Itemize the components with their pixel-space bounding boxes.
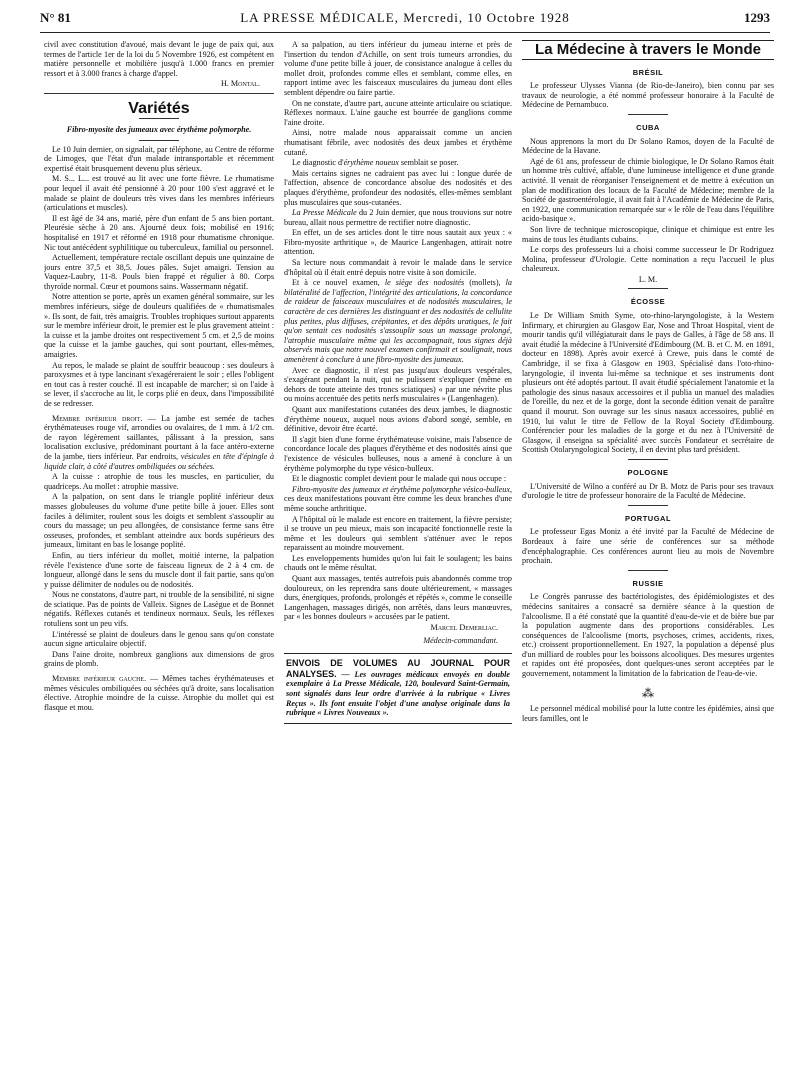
divider-short (628, 570, 668, 571)
text: Et à ce nouvel examen, (292, 278, 385, 288)
paragraph: L'intéressé se plaint de douleurs dans le genou sans qu'on constate aucun signe articulaire objectif. (44, 629, 274, 649)
paragraph: Nous ne constatons, d'autre part, ni trouble de la sensibilité, ni signe de sciatique. Pas de points de Valleix. Signes de Lasègue et de Bonnet négatifs. Réflexes cutanés et tendineux normaux. Seuls, les réflexes rotuliens sont un peu vifs. (44, 590, 274, 629)
paragraph: Notre attention se porte, après un examen général sommaire, sur les membres inférieurs, siège de douleurs qualifiées de « rhumatismales ». Ils sont, de fait, très amaigris. Troubles trophiques surtout apparents sur le membre inférieur droit, le premier est le plus gravement atteint : la cuisse et la jambe droites ont respectivement 5 cm. et 2,5 de moins que la cuisse et la jambe gauches, qui sont pourtant, elles-mêmes, amaigries. (44, 292, 274, 360)
paragraph-gauche (44, 674, 274, 712)
paragraph: Le Congrès panrusse des bactériologistes, des épidémiologistes et des médecins sanitaires a consacré sa dernière séance à la question de l'alcoolisme. Il a été constaté que la quantité d'eau-de-vie et de bière bue par la population augmente dans des proportions considérables. Les conséquences de l'alcoolisme (morts, psychoses, crimes, accidents, rixes, etc.) croissent proportionnellement. En 1927, la population a dépensé plus d'un milliard de roubles pour les boissons alcooliques. Des mesures urgentes et rapides ont été proposées, dont quelques-unes seront acceptées par le gouvernement, notamment la limitation de la fabrication de l'eau-de-vie. (522, 592, 774, 679)
country-heading: POLOGNE (627, 467, 669, 477)
paragraph: En effet, un de ses articles dont le titre nous sautait aux yeux : « Fibro-myosite arthritique », de Maurice Langenhagen, attirait notre attention. (284, 228, 512, 257)
paragraph-diagnostic (284, 158, 512, 168)
paragraph: Ainsi, notre malade nous apparaissait comme un ancien rhumatisant fébrile, avec nodosités des deux jambes et érythème cutané. (284, 128, 512, 157)
top-paragraph: civil avec constitution d'avoué, mais devant le juge de paix qui, aux termes de l'article 1er de la loi du 5 Novembre 1926, est compétent en matière personnelle et mobilière jusqu'à 1.000 francs en premier ressort et à 3.000 francs à charge d'appel. (44, 40, 274, 78)
country-heading: ÉCOSSE (630, 297, 666, 307)
article-subtitle: Fibro-myosite des jumeaux avec érythème polymorphe. (66, 124, 252, 134)
paragraph: Il est âgé de 34 ans, marié, père d'un enfant de 5 ans bien portant. Pleurésie sèche à 20 ans. Ajourné deux fois; mobilisé en 1916; hospitalisé en 1917 et réformé en 1918 pour rhumatisme chronique. Nic tout antécédent syphilitique ou tuberculeux, familial ou personnel. (44, 213, 274, 252)
country-heading: PORTUGAL (624, 513, 672, 523)
text: (mollets), (464, 278, 506, 288)
section-signature: L. M. (638, 274, 658, 284)
paragraph: Le 10 Juin dernier, on signalait, par téléphone, au Centre de réforme de Limoges, que l'état d'un malade intransportable et récemment expertisé était brusquement devenu plus sérieux. (44, 144, 274, 173)
paragraph: Quant aux massages, tentés autrefois puis abandonnés comme trop douloureux, on les reprendra sans doute ultérieurement, « massages durs, énergiques, profonds, prolongés et répétés », comme le conseille Langenhagen, massages dirigés, non arrêtés, dans leurs manœuvres, par « les bonnes douleurs » accusées par le patient. (284, 574, 512, 622)
label-gauche: Membre inférieur gauche. (52, 674, 147, 684)
section-title-varietes: Variétés (128, 99, 190, 117)
paragraph: Le Dr William Smith Syme, oto-rhino-laryngologiste, à la Western Infirmary, et chirurgien au Glasgow Ear, Nose and Throat Hospital, vient de mourir tandis qu'il villégiaturait dans le pays de Galles, à l'âge de 58 ans. Il avait étudié la médecine à l'Université d'Edimbourg (M. B. et C. M. en 1891, docteur en 1898). Après avoir exercé à Crewe, puis dans le comté de Cambridge, il se fixa à Glasgow en 1903. Spécialisé dans l'oto-rhino-laryngologie, il inventa lui-même sa technique et ses instruments dont plusieurs ont été adoptés partout. Il avait étudié spécialement l'anatomie et la pathologie des sinus nasaux accessoires et il publia un manuel des maladies de l'oreille, du nez et de la gorge, dont la seconde édition venait de paraître quand il mourut. Son ouvrage sur les sinus nasaux accessoires, publié en 1910, lui valut le titre de Fellow de la Royal Society d'Edimbourg. Conférencier pour les maladies de la gorge et du nez à l'Université de Glasgow, il enseigna sa spécialité avec succès Fondateur et secrétaire de Scottish Otolaryngological Society, il en devint plus tard président. (522, 311, 774, 455)
journal-title: LA PRESSE MÉDICALE, Mercredi, 10 Octobre 1928 (240, 10, 570, 25)
paragraph: Le personnel médical mobilisé pour la lutte contre les épidémies, ainsi que leurs familles, ont le (522, 704, 774, 723)
paragraph: Dans l'aine droite, nombreux ganglions aux dimensions de gros grains de plomb. (44, 649, 274, 669)
italic-text: Fibro-myosite des jumeaux et érythème polymorphe vésico-bulleux (292, 484, 510, 494)
paragraph: Avec ce diagnostic, il n'est pas jusqu'aux douleurs vespérales, s'exagérant pendant la nuit, qui ne pulissent s'expliquer (même en dehors de toute atteinte des troncs sciatiques) « par une névrite plus ou moins accentuée des petits nerfs musculaires » (Langenhagen). (284, 365, 512, 404)
column-3 (522, 40, 774, 1062)
notice-text: — Les ouvrages médicaux envoyés en double exemplaire à La Presse Médicale, 120, boulevard Saint-Germain, sont signalés dans leur ordre d'arrivée à la rubrique « Livres Reçus ». Ils font ensuite l'objet d'une analyse originale dans la rubrique « Livres Nouveaux ». (286, 669, 510, 718)
text: , ces deux manifestations pouvant être comme les deux branches d'une même souche arthritique. (284, 484, 512, 513)
paragraph: Son livre de technique microscopique, clinique et chimique est entre les mains de tous les étudiants cubains. (522, 224, 774, 244)
column-2 (284, 40, 512, 1060)
paragraph-exam (284, 278, 512, 364)
top-signature: H. Montal. (220, 79, 260, 89)
paragraph: Enfin, au tiers inférieur du mollet, moitié interne, la palpation révèle l'existence d'une sorte de faisceau ligneux de 2 à 4 cm. de longueur, allongé dans le sens du muscle dont il fait partie, sans qu'on y puisse délimiter de nodules ou de nodosités. (44, 550, 274, 589)
italic-text: le siège des nodosités (384, 278, 465, 288)
country-heading: BRÉSIL (632, 67, 664, 77)
paragraph: A sa palpation, au tiers inférieur du jumeau interne et près de l'insertion du tendon d'Achille, on sent trois tumeurs arrondies, du volume d'une petite bille à jouer, de consistance analogue à celles du mollet droit, profondes comme elles et semblant, comme elles, en rapport intime avec les faisceaux musculaires du jumeau dont elles semblent dépendre ou faire partie. (284, 40, 512, 97)
italic-text: la bilatéralité de l'affection, l'intégrité des articulations, la concordance de raideur de faisceaux musculaires et de nodosités musculaires, le caractère de ces dernières les distinguant et des nodosités de cellulite plus petites, plus diffuses, crépitantes, et des dépôts uratiques, le fait qu'on sentait ces nodosités s'assouplir sous un massage prolongé, l'atrophie musculaire même qui les accompagnait, tous signes déjà observés mais que notre nouvel examen confirmait et soulignait, nous amenèrent à conclure à une fibro-myosite des jumeaux. (284, 278, 512, 364)
text: du 2 Juin dernier, que nous trouvions sur notre bureau, allait nous permettre de rectifier notre diagnostic. (284, 208, 512, 227)
notice-title: ENVOIS DE VOLUMES AU JOURNAL POUR ANALYSES. (286, 658, 510, 679)
section-banner: La Médecine à travers le Monde (522, 40, 774, 60)
divider-short (628, 459, 668, 460)
column-1 (44, 40, 274, 1060)
signature-role: Médecin-commandant. (423, 635, 498, 645)
italic-droit: vésicules en tête d'épingle à liquide clair, à côté d'autres ombiliquées ou séchées. (44, 451, 274, 471)
country-heading: RUSSIE (632, 578, 664, 588)
paragraph: Sa lecture nous commandait à revoir le malade dans le service d'hôpital où il était entré depuis notre visite à son domicile. (284, 258, 512, 277)
divider (44, 93, 274, 94)
page-header (40, 4, 770, 33)
paragraph: Mais certains signes ne cadraient pas avec lui : longue durée de l'affection, absence de concordance absolue des nodosités et des plaques d'érythème, profondeur des nodosités, elles-mêmes semblant plus musculaires que sous-cutanées. (284, 168, 512, 207)
country-heading: CUBA (636, 122, 660, 132)
paragraph: A la palpation, on sent dans le triangle poplité inférieur deux masses globuleuses du volume d'une petite bille à jouer. Elles sont faciles à délimiter, roulent sous les doigts et semblent s'assouplir au cours du massage; un peu allongées, de consistance ferme sans être osseuses, profondes, et semblant atteindre aux bords supérieurs des jumeaux, limitant en bas le losange poplité. (44, 492, 274, 550)
paragraph: A la cuisse : atrophie de tous les muscles, en particulier, du quadriceps. Au mollet : atrophie massive. (44, 472, 274, 491)
paragraph: Le professeur Ulysses Vianna (de Rio-de-Janeiro), bien connu par ses travaux de neurologie, a été nommé professeur honoraire à la Faculté de Médecine de Pernambuco. (522, 81, 774, 110)
divider-short (628, 505, 668, 506)
italic-text: La Presse Médicale (292, 208, 357, 218)
paragraph: On ne constate, d'autre part, aucune atteinte articulaire ou sciatique. Réflexes normaux. L'aine gauche est bourrée de ganglions comme l'aine droite. (284, 98, 512, 127)
paragraph: Quant aux manifestations cutanées des deux jambes, le diagnostic d'érythème noueux, auquel nous avions d'abord songé, semble, en définitive, devoir être écarté. (284, 404, 512, 434)
paragraph: Nous apprenons la mort du Dr Solano Ramos, doyen de la Faculté de Médecine de la Havane. (522, 136, 774, 156)
italic-text: érythème noueux (343, 158, 399, 168)
paragraph: M. S... L... est trouvé au lit avec une forte fièvre. Le rhumatisme pour lequel il avait été pensionné à 20 pour 100 s'est aggravé et le malade se plaint de douleurs très vives dans les membres inférieurs (articulations et muscles). (44, 174, 274, 213)
asterism-divider: ⁂ (642, 685, 654, 700)
text: semblait se poser. (398, 158, 459, 168)
issue-number: N° 81 (40, 10, 71, 25)
paragraph: A l'hôpital où le malade est encore en traitement, la fièvre persiste; il se trouve un peu mieux, mais son incapacité fonctionnelle reste la même et les douleurs qui semblent s'atténuer avec le repos reparaissent au moindre mouvement. (284, 514, 512, 553)
text: Le diagnostic d' (292, 158, 344, 168)
article-signature: Marcel Demerliac. (430, 623, 498, 633)
paragraph: Et le diagnostic complet devient pour le malade qui nous occupe : (292, 474, 507, 484)
paragraph: Actuellement, température rectale oscillant depuis une quinzaine de jours entre 37,5 et 38,5. Joues pâles. Sujet amaigri. Tension au Vaquez-Laubry, 11-8. Pouls bien frappé et régulier à 80. Corps thyroïde normal. Cœur et poumons sains. Wassermann négatif. (44, 253, 274, 291)
paragraph-presse (284, 208, 512, 227)
text-gauche: — Mêmes taches érythémateuses et mêmes vésicules ombiliquées ou séchées qu'à droite, sans localisation élective. Atrophie moindre de la cuisse. Atrophie du mollet qui est flasque et mou. (44, 674, 274, 712)
divider-short (139, 140, 179, 141)
paragraph: Les enveloppements humides qu'on lui fait le soulagent; les bains chauds ont le même résultat. (284, 553, 512, 573)
notice-box (284, 653, 512, 724)
paragraph: Agé de 61 ans, professeur de chimie biologique, le Dr Solano Ramos était un homme très cultivé, affable, d'une lumineuse intelligence et d'une grande activité. Il venait de réorganiser l'enseignement et de mettre à exécution un plan de modification des locaux de la Faculté de Médecine; membre de la Société de gastroentérologie, il avait fait à l'Académie de Médecine de Paris, en 1922, une communication remarquée sur « le rôle de l'eau dans l'équilibre acido-basique ». (522, 156, 774, 224)
page-number: 1293 (744, 10, 770, 25)
paragraph-droit (44, 414, 274, 472)
notice-paragraph (286, 658, 510, 718)
text-droit: — La jambe est semée de taches érythémateuses rouge vif, arrondies ou ovalaires, de 1 mm. à 1/2 cm. de rayon légèrement saillantes, pâlissant à la pression, sans localisation exclusive, prédominant pourtant à la face antéro-externe de la jambe, tiers inférieur. Par endroits, (44, 413, 274, 461)
paragraph: Le professeur Egas Moniz a été invité par la Faculté de Médecine de Bordeaux à faire une série de conférences sur sa méthode d'encéphalographie. Ces conférences auront lieu au mois de Novembre prochain. (522, 527, 774, 566)
divider-short (139, 118, 179, 119)
divider-short (628, 114, 668, 115)
paragraph: Au repos, le malade se plaint de souffrir beaucoup : ses douleurs à paroxysmes et à type lancinant s'exagéreraient le soir ; elles l'obligent en tout cas à rester couché. Il est incapable de marcher; si on l'aide à se lever, il s'accroche au lit, le corps plié en deux, dans l'impossibilité de se redresser. (44, 360, 274, 408)
paragraph-conclusion (284, 485, 512, 514)
label-droit: Membre inférieur droit. (52, 413, 143, 423)
divider-short (628, 288, 668, 289)
paragraph: Il s'agit bien d'une forme érythémateuse voisine, mais l'absence de concordance locale des plaques d'érythème et des nodosités ainsi que l'existence de vésicules bulleuses, nous a amené à conclure à un érythème polymorphe du type vésico-bulleux. (284, 434, 512, 473)
paragraph: L'Université de Wilno a conféré au Dr B. Motz de Paris pour ses travaux d'urologie le titre de professeur honoraire de la Faculté de Médecine. (522, 481, 774, 501)
paragraph: Le corps des professeurs lui a choisi comme successeur le Dr Rodriguez Molina, professeur d'Urologie. Cette nomination a reçu l'accueil le plus chaleureux. (522, 245, 774, 274)
